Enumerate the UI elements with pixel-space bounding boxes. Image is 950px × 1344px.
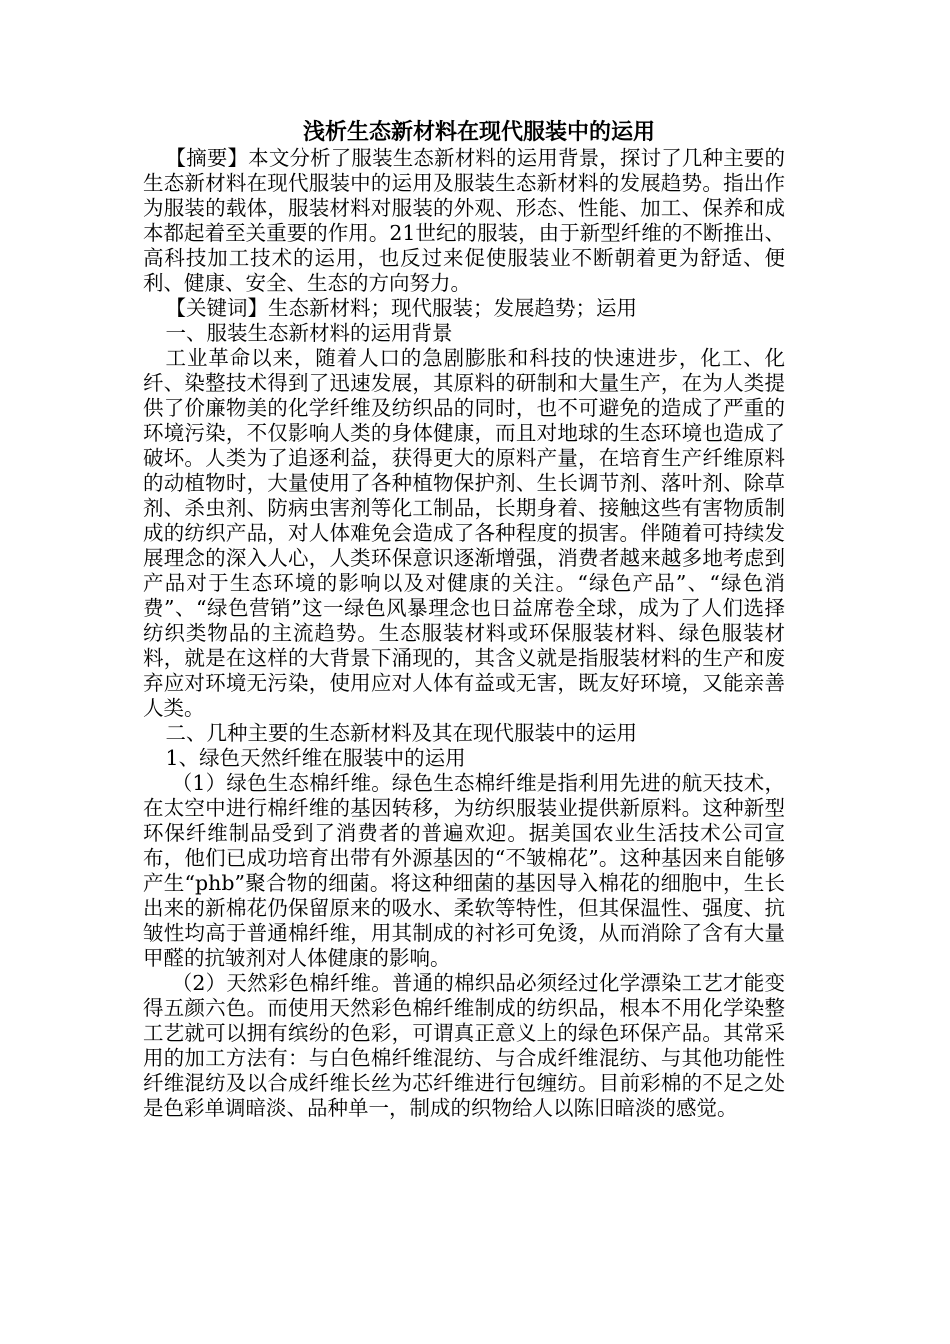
section-heading-2: 二、几种主要的生态新材料及其在现代服装中的运用 [165,721,638,745]
body-paragraph-eco-cotton: （1）绿色生态棉纤维。绿色生态棉纤维是指利用先进的航天技术，在太空中进行棉纤维的基因转移，为纺织服装业提供新原料。这种新型环保纤维制品受到了消费者的普遍欢迎。据美国农业生活技术公司宣布，他们已成功培育出带有外源基因的“不皱棉花”。这种基因来自能够产生“phb”聚合物的细菌。将这种细菌的基因导入棉花的细胞中，生长出来的新棉花仍保留原来的吸水、柔软等特性，但其保温性、强度、抗皱性均高于普通棉纤维，用其制成的衬衫可免烫，从而消除了含有大量甲醛的抗皱剂对人体健康的影响。 [143,771,785,970]
document-title: 浅析生态新材料在现代服装中的运用 [302,120,655,145]
body-paragraph-background: 工业革命以来，随着人口的急剧膨胀和科技的快速进步，化工、化纤、染整技术得到了迅速发展，其原料的研制和大量生产，在为人类提供了价廉物美的化学纤维及纺织品的同时，也不可避免的造成了严重的环境污染，不仅影响人类的身体健康，而且对地球的生态环境也造成了破坏。人类为了追逐利益，获得更大的原料产量，在培育生产纤维原料的动植物时，大量使用了各种植物保护剂、生长调节剂、落叶剂、除草剂、杀虫剂、防病虫害剂等化工制品，长期身着、接触这些有害物质制成的纺织产品，对人体难免会造成了各种程度的损害。伴随着可持续发展理念的深入人心，人类环保意识逐渐增强，消费者越来越多地考虑到产品对于生态环境的影响以及对健康的关注。“绿色产品”、“绿色消费”、“绿色营销”这一绿色风暴理念也日益席卷全球，成为了人们选择纺织类物品的主流趋势。生态服装材料或环保服装材料、绿色服装材料，就是在这样的大背景下涌现的，其含义就是指服装材料的生产和废弃应对环境无污染，使用应对人体有益或无害，既友好环境，又能亲善人类。 [143,346,785,720]
body-paragraph-colored-cotton: （2）天然彩色棉纤维。普通的棉织品必须经过化学漂染工艺才能变得五颜六色。而使用天然彩色棉纤维制成的纺织品，根本不用化学染整工艺就可以拥有缤纷的色彩，可谓真正意义上的绿色环保产品。其常采用的加工方法有：与白色棉纤维混纺、与合成纤维混纺、与其他功能性纤维混纺及以合成纤维长丝为芯纤维进行包缠纺。目前彩棉的不足之处是色彩单调暗淡、品种单一，制成的织物给人以陈旧暗淡的感觉。 [143,971,785,1120]
subsection-heading-1: 1、绿色天然纤维在服装中的运用 [165,746,466,770]
document-page [143,120,785,1121]
section-heading-1: 一、服装生态新材料的运用背景 [165,321,453,345]
abstract-paragraph: 【摘要】本文分析了服装生态新材料的运用背景，探讨了几种主要的生态新材料在现代服装中的运用及服装生态新材料的发展趋势。指出作为服装的载体，服装材料对服装的外观、形态、性能、加工、保养和成本都起着至关重要的作用。21世纪的服装，由于新型纤维的不断推出、高科技加工技术的运用，也反过来促使服装业不断朝着更为舒适、便利、健康、安全、生态的方向努力。 [143,146,785,295]
keywords-paragraph: 【关键词】生态新材料；现代服装；发展趋势；运用 [165,296,638,320]
